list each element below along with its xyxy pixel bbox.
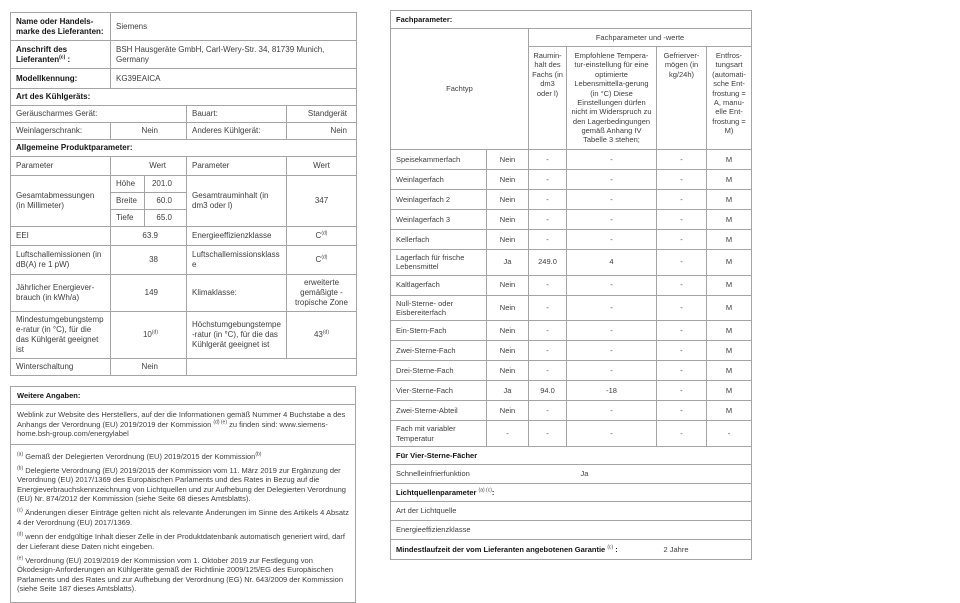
noise-label: Luftschallemissionen (in dB(A) re 1 pW): [11, 246, 111, 275]
compartment-volume: 94.0: [529, 381, 567, 401]
max-temp-label: Höchstumgebungstempe-ratur (in °C), für die das Kühlgerät geeignet ist: [187, 312, 287, 359]
table-row: [11, 312, 357, 359]
dim-height-value: 201.0: [145, 176, 187, 193]
footnote: $^{(e)}$ Verordnung (EU) 2019/2019 der Kommission vom 1. Oktober 2019 zur Festlegung von Ökodesign-Anforderungen an Kühlgeräte gemäß der Richtlinie 2009/125/EG des Europäischen Parlaments und des Rates und zur Aufhebung der Verordnung (EG) Nr. 643/2009 der Kommission (siehe Seite 187 dieses Amtsblatts).: [17, 555, 344, 593]
compartment-present: Nein: [487, 209, 529, 229]
compartment-present: Nein: [487, 361, 529, 381]
compartment-temp: -: [567, 321, 657, 341]
table-row: [11, 359, 357, 376]
compartment-label: Vier-Sterne-Fach: [391, 381, 487, 401]
compartment-label: Zwei-Sterne-Fach: [391, 341, 487, 361]
compartment-temp: -18: [567, 381, 657, 401]
table-row: [391, 447, 752, 465]
table-row: [391, 249, 752, 275]
other-fridge-label: Anderes Kühlgerät:: [187, 123, 287, 140]
compartment-label: Weinlagerfach: [391, 169, 487, 189]
table-row: [391, 29, 752, 47]
compartment-freeze: -: [657, 361, 707, 381]
table-row: [11, 275, 357, 312]
compartment-present: Ja: [487, 381, 529, 401]
footnotes: [11, 445, 355, 603]
climate-label: Klimaklasse:: [187, 275, 287, 312]
compartment-volume: -: [529, 169, 567, 189]
footnote-ref: (c): [59, 53, 66, 60]
footnote-ref: (d) (e): [213, 419, 228, 426]
volume-column-header: Raumin-halt des Fachs (in dm3 oder l): [529, 47, 567, 150]
weitere-angaben-header: Weitere Angaben:: [11, 387, 355, 405]
model-label: Modellkennung:: [11, 69, 111, 89]
compartment-label: Kaltlagerfach: [391, 275, 487, 295]
dim-depth-label: Tiefe: [111, 210, 145, 227]
group-column-header: Fachparameter und -werte: [529, 29, 752, 47]
compartment-defrost: M: [707, 209, 752, 229]
climate-value: erweiterte gemäßigte - tropische Zone: [287, 275, 357, 312]
compartment-present: Nein: [487, 341, 529, 361]
compartment-freeze: -: [657, 341, 707, 361]
table-row: [391, 421, 752, 447]
table-row: [391, 149, 752, 169]
compartment-present: Nein: [487, 295, 529, 321]
eei-label: EEI: [11, 227, 111, 246]
fachparameter-header: Fachparameter:: [391, 11, 752, 29]
footnote: $^{(b)}$ Delegierte Verordnung (EU) 2019/2015 der Kommission vom 11. März 2019 zur Ergänzung der Verordnung (EU) 2017/1369 des Europäischen Parlaments und des Rates in Bezug auf die Energieverbrauchskennzeichnung von Lichtquellen und zur Aufhebung der Delegierten Verordnung (EU) Nr. 874/2012 der Kommission (siehe Seite 68 dieses Amtsblatts).: [17, 465, 346, 503]
defrost-column-header: Entfros-tungsart (automati-sche Ent-frostung = A, manu-elle Ent-frostung = M): [707, 47, 752, 150]
footnote: $^{(a)}$ Gemäß der Delegierten Verordnung (EU) 2019/2015 der Kommission$^{(b)}$: [17, 451, 262, 461]
compartment-present: Nein: [487, 169, 529, 189]
compartment-label: Kellerfach: [391, 229, 487, 249]
wert-header: Wert: [287, 157, 357, 176]
compartment-defrost: M: [707, 295, 752, 321]
volume-value: 347: [287, 176, 357, 227]
section-general-header: Allgemeine Produktparameter:: [11, 140, 357, 157]
address-label: Anschrift des Lieferanten$^{(c)}$ :: [11, 41, 111, 69]
table-row: [391, 484, 752, 502]
warranty-value: 2 Jahre: [657, 540, 752, 560]
energy-value: 149: [111, 275, 187, 312]
compartment-volume: -: [529, 189, 567, 209]
compartment-temp: 4: [567, 249, 657, 275]
energy-label: Jährlicher Energiever-brauch (in kWh/a): [11, 275, 111, 312]
footnote-ref: (d): [321, 230, 328, 237]
manufacturer-weblink: Weblink zur Website des Herstellers, auf der die Informationen gemäß Nummer 4 Buchstabe a des Anhangs der Verordnung (EU) 2019/2019 der Kommission $^{(d) (e)}$ zu finden sind: www.siemens-home.bsh-group.com/energylabel: [11, 405, 355, 444]
table-row: [391, 209, 752, 229]
compartment-freeze: -: [657, 229, 707, 249]
table-row: [391, 229, 752, 249]
table-row: [391, 401, 752, 421]
supplier-product-panel: [10, 12, 356, 603]
eei-class-label: Energieeffizienzklasse: [187, 227, 287, 246]
compartment-temp: -: [567, 295, 657, 321]
compartment-label: Weinlagerfach 2: [391, 189, 487, 209]
table-row: [11, 140, 357, 157]
compartment-freeze: -: [657, 295, 707, 321]
compartment-defrost: -: [707, 421, 752, 447]
dimensions-label: Gesamtabmessungen (in Millimeter): [11, 176, 111, 227]
compartment-temp: -: [567, 189, 657, 209]
volume-label: Gesamtrauminhalt (in dm3 oder l): [187, 176, 287, 227]
footnote: $^{(c)}$ Änderungen dieser Einträge gelten nicht als relevante Änderungen im Sinne des Artikels 4 Absatz 4 der Verordnung (EU) 2017/1369.: [17, 507, 349, 527]
compartment-volume: -: [529, 361, 567, 381]
footnote-mark: (d): [17, 531, 24, 538]
compartment-defrost: M: [707, 341, 752, 361]
table-row: [11, 41, 357, 69]
warranty-label: Mindestlaufzeit der vom Lieferanten angebotenen Garantie $^{(c)}$ :: [391, 540, 657, 560]
compartment-volume: 249.0: [529, 249, 567, 275]
max-temp-value: 43$^{(d)}$: [287, 312, 357, 359]
compartment-freeze: -: [657, 249, 707, 275]
table-row: [391, 189, 752, 209]
eei-value: 63.9: [111, 227, 187, 246]
footnote-ref: (d): [322, 329, 330, 336]
compartment-table: [390, 10, 752, 560]
weitere-angaben-box: [10, 386, 356, 603]
table-row: [391, 169, 752, 189]
footnote-ref: (b): [255, 451, 262, 457]
address-value: BSH Hausgeräte GmbH, Carl-Wery-Str. 34, 81739 Munich, Germany: [111, 41, 357, 69]
model-value: KG39EAICA: [111, 69, 357, 89]
compartment-defrost: M: [707, 249, 752, 275]
compartment-temp: -: [567, 209, 657, 229]
table-row: [11, 176, 357, 193]
brand-label: Name oder Handels-marke des Lieferanten:: [11, 13, 111, 41]
compartment-present: Nein: [487, 401, 529, 421]
noise-class-value: $C^{(d)}$: [287, 246, 357, 275]
table-row: [391, 295, 752, 321]
compartment-temp: -: [567, 229, 657, 249]
table-row: [11, 69, 357, 89]
fast-freeze-value: Ja: [567, 465, 752, 484]
footnote-ref: (d): [151, 329, 158, 336]
footnote: $^{(d)}$ wenn der endgültige Inhalt dieser Zelle in der Produktdatenbank automatisch generiert wird, darf der Lieferant diese Daten nicht eingeben.: [17, 531, 345, 551]
dim-height-label: Höhe: [111, 176, 145, 193]
table-row: [391, 502, 752, 521]
compartment-volume: -: [529, 209, 567, 229]
compartment-defrost: M: [707, 149, 752, 169]
table-row: [391, 521, 752, 540]
light-section-header: Lichtquellenparameter $^{(a) (c)}$:: [391, 484, 752, 502]
compartment-present: Nein: [487, 189, 529, 209]
table-row: [391, 11, 752, 29]
quiet-label: Geräuscharmes Gerät:: [11, 106, 187, 123]
winter-label: Winterschaltung: [11, 359, 111, 376]
compartment-freeze: -: [657, 169, 707, 189]
footnote-mark: (e): [17, 555, 24, 562]
compartment-label: Drei-Sterne-Fach: [391, 361, 487, 381]
compartment-temp: -: [567, 275, 657, 295]
construction-value: Standgerät: [287, 106, 357, 123]
footnote-mark: (b): [17, 465, 24, 472]
param-header: Parameter: [187, 157, 287, 176]
compartment-freeze: -: [657, 209, 707, 229]
compartment-temp: -: [567, 421, 657, 447]
winter-value: Nein: [111, 359, 187, 376]
table-row: [391, 465, 752, 484]
compartment-present: Nein: [487, 149, 529, 169]
empty-cell: [187, 359, 357, 376]
compartment-temp: -: [567, 401, 657, 421]
fachtyp-column-header: Fachtyp: [391, 29, 529, 150]
other-fridge-value: Nein: [287, 123, 357, 140]
compartment-present: Nein: [487, 321, 529, 341]
compartment-label: Fach mit variabler Temperatur: [391, 421, 487, 447]
table-row: [11, 246, 357, 275]
compartment-volume: -: [529, 295, 567, 321]
compartment-freeze: -: [657, 421, 707, 447]
light-class-label: Energieeffizienzklasse: [391, 521, 752, 540]
compartment-temp: -: [567, 341, 657, 361]
dim-width-value: 60.0: [145, 193, 187, 210]
wine-cabinet-label: Weinlagerschrank:: [11, 123, 111, 140]
compartment-temp: -: [567, 169, 657, 189]
compartment-freeze: -: [657, 275, 707, 295]
compartment-defrost: M: [707, 321, 752, 341]
min-temp-label: Mindestumgebungstempe-ratur (in °C), für die das Kühlgerät geeignet ist: [11, 312, 111, 359]
compartment-present: Nein: [487, 275, 529, 295]
compartment-defrost: M: [707, 229, 752, 249]
table-row: [391, 540, 752, 560]
eei-class-value: $C^{(d)}$: [287, 227, 357, 246]
table-row: [391, 341, 752, 361]
compartment-freeze: -: [657, 189, 707, 209]
compartment-temp: -: [567, 149, 657, 169]
compartment-volume: -: [529, 321, 567, 341]
table-row: [11, 13, 357, 41]
min-temp-value: 10$^{(d)}$: [111, 312, 187, 359]
compartment-volume: -: [529, 275, 567, 295]
wert-header: Wert: [111, 157, 187, 176]
footnote-ref: (d): [321, 254, 328, 261]
compartment-label: Lagerfach für frische Lebensmittel: [391, 249, 487, 275]
compartment-freeze: -: [657, 149, 707, 169]
compartment-defrost: M: [707, 275, 752, 295]
compartment-panel: [390, 10, 751, 560]
brand-value: Siemens: [111, 13, 357, 41]
footnote-mark: (c): [17, 507, 23, 514]
compartment-defrost: M: [707, 381, 752, 401]
fast-freeze-label: Schnelleinfrierfunktion: [391, 465, 567, 484]
compartment-defrost: M: [707, 401, 752, 421]
compartment-label: Zwei-Sterne-Abteil: [391, 401, 487, 421]
construction-label: Bauart:: [187, 106, 287, 123]
dim-depth-value: 65.0: [145, 210, 187, 227]
table-row: [11, 157, 357, 176]
compartment-freeze: -: [657, 401, 707, 421]
compartment-defrost: M: [707, 189, 752, 209]
compartment-freeze: -: [657, 321, 707, 341]
four-star-section-header: Für Vier-Sterne-Fächer: [391, 447, 752, 465]
compartment-label: Null-Sterne- oder Eisbereiterfach: [391, 295, 487, 321]
compartment-present: Nein: [487, 229, 529, 249]
compartment-defrost: M: [707, 361, 752, 381]
compartment-label: Speisekammerfach: [391, 149, 487, 169]
compartment-present: -: [487, 421, 529, 447]
temp-column-header: Empfohlene Tempera-tur-einstellung für eine optimierte Lebensmittella-gerung (in °C) Diese Einstellungen dürfen nicht im Widerspruch zu den Lagerbedingungen gemäß Anhang IV Tabelle 3 stehen;: [567, 47, 657, 150]
noise-value: 38: [111, 246, 187, 275]
table-row: [391, 381, 752, 401]
compartment-label: Weinlagerfach 3: [391, 209, 487, 229]
noise-class-label: Luftschallemissionsklasse: [187, 246, 287, 275]
dim-width-label: Breite: [111, 193, 145, 210]
table-row: [391, 361, 752, 381]
freeze-column-header: Gefrierver-mögen (in kg/24h): [657, 47, 707, 150]
wine-cabinet-value: Nein: [111, 123, 187, 140]
table-row: [11, 89, 357, 106]
product-info-table: [10, 12, 357, 376]
section-type-header: Art des Kühlgeräts:: [11, 89, 357, 106]
param-header: Parameter: [11, 157, 111, 176]
compartment-temp: -: [567, 361, 657, 381]
compartment-defrost: M: [707, 169, 752, 189]
compartment-volume: -: [529, 401, 567, 421]
compartment-volume: -: [529, 421, 567, 447]
table-row: [11, 123, 357, 140]
compartment-present: Ja: [487, 249, 529, 275]
compartment-volume: -: [529, 229, 567, 249]
compartment-volume: -: [529, 149, 567, 169]
light-type-label: Art der Lichtquelle: [391, 502, 752, 521]
table-row: [391, 321, 752, 341]
table-row: [11, 227, 357, 246]
footnote-ref: (a) (c): [478, 487, 492, 494]
table-row: [391, 275, 752, 295]
compartment-volume: -: [529, 341, 567, 361]
table-row: [11, 106, 357, 123]
footnote-ref: (c): [607, 544, 614, 551]
compartment-freeze: -: [657, 381, 707, 401]
footnote-mark: (a): [17, 451, 24, 457]
compartment-label: Ein-Stern-Fach: [391, 321, 487, 341]
